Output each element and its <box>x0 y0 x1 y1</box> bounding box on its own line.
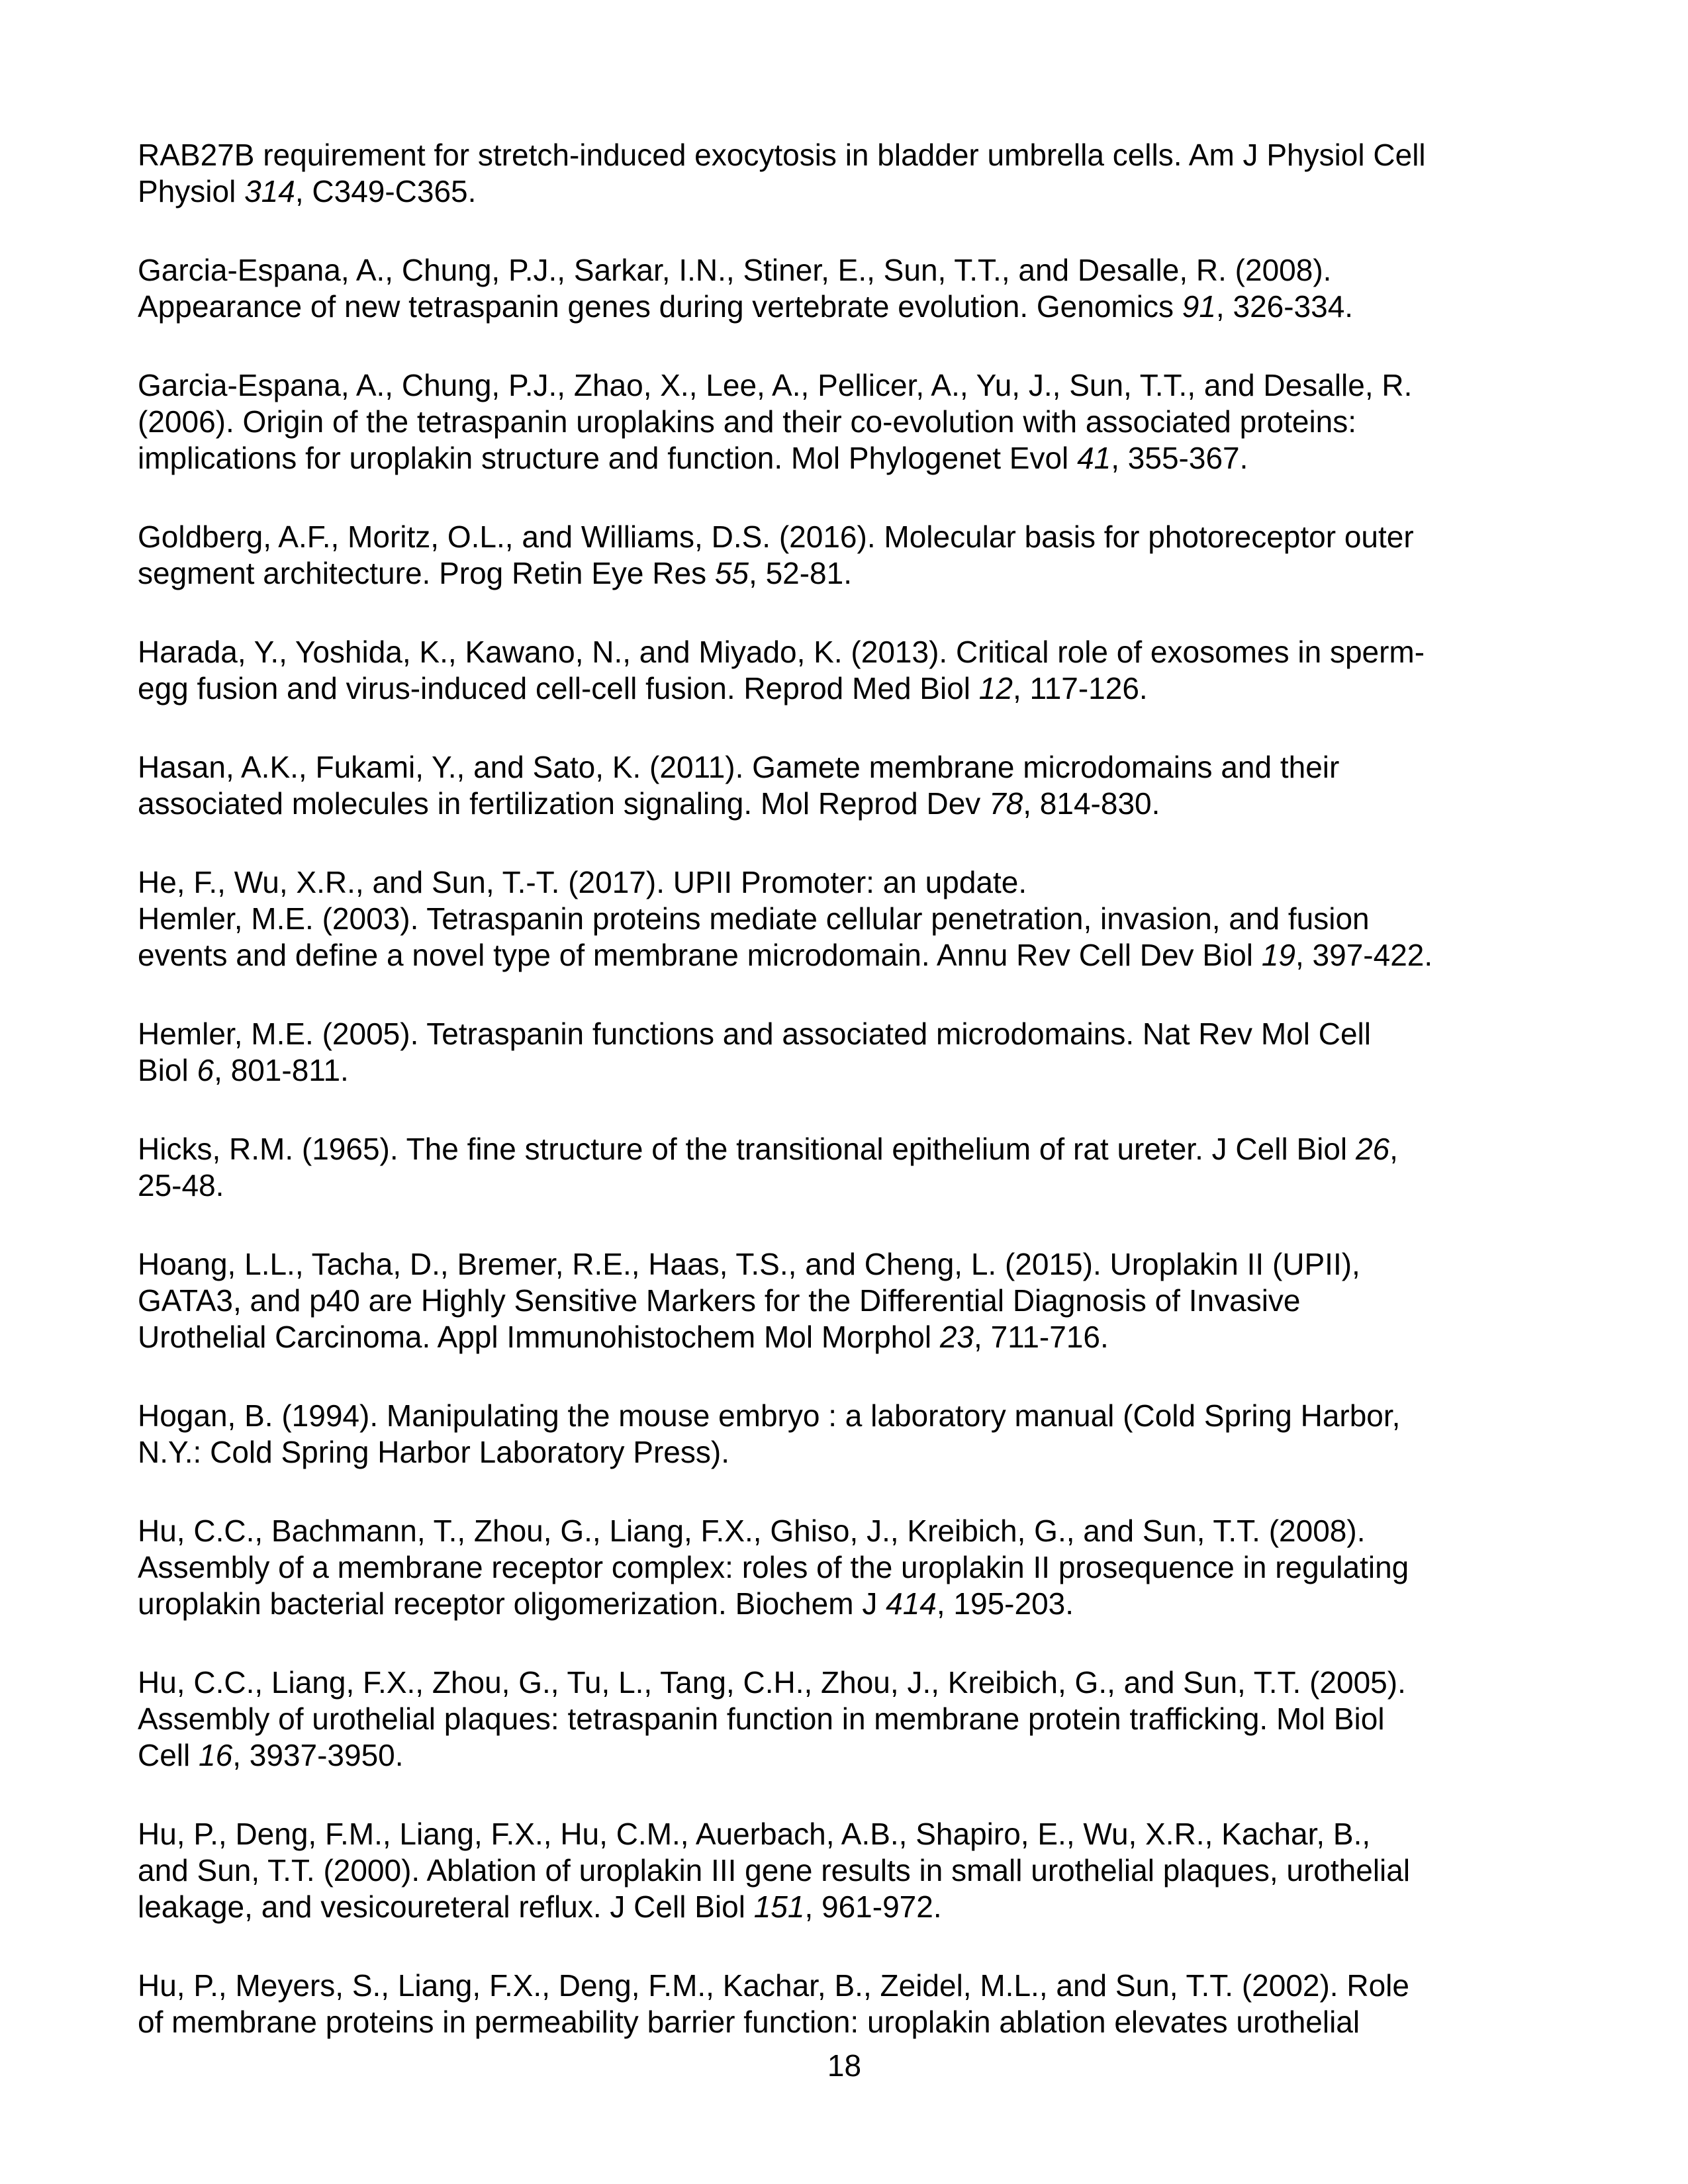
reference-text: Hemler, M.E. (2005). Tetraspanin functions and associated microdomains. Nat Rev Mol Cell <box>138 1017 1371 1051</box>
reference-entry <box>138 137 1551 210</box>
reference-text: of membrane proteins in permeability barrier function: uroplakin ablation elevates urothelial <box>138 2005 1360 2039</box>
reference-entry <box>138 634 1551 707</box>
references-page-content <box>138 137 1551 2083</box>
reference-text: Hicks, R.M. (1965). The fine structure of the transitional epithelium of rat ureter. J Cell Biol <box>138 1132 1356 1166</box>
reference-entry <box>138 252 1551 325</box>
reference-text: , <box>1389 1132 1398 1166</box>
reference-entry <box>138 1016 1551 1089</box>
reference-line <box>138 1283 1551 1319</box>
reference-entry <box>138 1131 1551 1204</box>
reference-text: Hu, P., Deng, F.M., Liang, F.X., Hu, C.M., Auerbach, A.B., Shapiro, E., Wu, X.R., Kachar, B., <box>138 1817 1371 1851</box>
reference-text: , 961-972. <box>804 1889 942 1924</box>
reference-line <box>138 1968 1551 2004</box>
journal-volume-italic: 151 <box>753 1889 805 1924</box>
journal-volume-italic: 91 <box>1182 289 1216 324</box>
reference-line <box>138 1852 1551 1889</box>
reference-text: uroplakin bacterial receptor oligomerization. Biochem J <box>138 1586 886 1621</box>
reference-line <box>138 1434 1551 1471</box>
journal-volume-italic: 12 <box>978 671 1013 705</box>
reference-text: , 3937-3950. <box>232 1738 404 1772</box>
reference-text: Garcia-Espana, A., Chung, P.J., Sarkar, I.N., Stiner, E., Sun, T.T., and Desalle, R. (2008). <box>138 253 1332 287</box>
reference-entry <box>138 749 1551 822</box>
page-number: 18 <box>827 2048 862 2083</box>
reference-line <box>138 404 1551 440</box>
reference-text: , 52-81. <box>749 556 853 590</box>
reference-text: Harada, Y., Yoshida, K., Kawano, N., and Miyado, K. (2013). Critical role of exosomes in sperm- <box>138 635 1425 669</box>
journal-volume-italic: 16 <box>199 1738 233 1772</box>
reference-text: Hu, P., Meyers, S., Liang, F.X., Deng, F.M., Kachar, B., Zeidel, M.L., and Sun, T.T. (2002). Role <box>138 1968 1409 2003</box>
reference-entry <box>138 1246 1551 1355</box>
reference-entry <box>138 901 1551 974</box>
reference-line <box>138 1816 1551 1852</box>
journal-volume-italic: 41 <box>1077 441 1111 475</box>
reference-text: , 814-830. <box>1023 786 1160 821</box>
reference-line <box>138 173 1551 210</box>
reference-line <box>138 670 1551 707</box>
reference-line <box>138 1737 1551 1774</box>
journal-volume-italic: 6 <box>197 1053 214 1087</box>
page-footer <box>138 2048 1551 2084</box>
reference-text: Biol <box>138 1053 197 1087</box>
reference-line <box>138 367 1551 404</box>
journal-volume-italic: 414 <box>886 1586 937 1621</box>
reference-entry <box>138 1816 1551 1925</box>
reference-text: Assembly of a membrane receptor complex: roles of the uroplakin II prosequence in regulating <box>138 1550 1409 1584</box>
reference-text: implications for uroplakin structure and function. Mol Phylogenet Evol <box>138 441 1078 475</box>
reference-entry <box>138 1398 1551 1471</box>
reference-entry <box>138 367 1551 477</box>
reference-text: , 355-367. <box>1111 441 1248 475</box>
reference-line <box>138 1701 1551 1737</box>
reference-line <box>138 289 1551 325</box>
reference-line <box>138 864 1551 901</box>
reference-line <box>138 137 1551 173</box>
reference-text: leakage, and vesicoureteral reflux. J Cell Biol <box>138 1889 754 1924</box>
journal-volume-italic: 19 <box>1261 938 1295 972</box>
reference-entry <box>138 519 1551 592</box>
reference-text: , 117-126. <box>1012 671 1148 705</box>
reference-text: , C349-C365. <box>295 174 477 208</box>
reference-text: Hoang, L.L., Tacha, D., Bremer, R.E., Haas, T.S., and Cheng, L. (2015). Uroplakin II (UPII), <box>138 1247 1360 1281</box>
reference-line <box>138 1889 1551 1925</box>
reference-line <box>138 440 1551 477</box>
reference-line <box>138 1319 1551 1355</box>
reference-entry <box>138 1968 1551 2040</box>
reference-line <box>138 749 1551 786</box>
reference-entry <box>138 1664 1551 1774</box>
reference-text: Appearance of new tetraspanin genes during vertebrate evolution. Genomics <box>138 289 1182 324</box>
reference-text: Hu, C.C., Bachmann, T., Zhou, G., Liang, F.X., Ghiso, J., Kreibich, G., and Sun, T.T. (2008). <box>138 1514 1366 1548</box>
reference-line <box>138 1167 1551 1204</box>
reference-text: Hogan, B. (1994). Manipulating the mouse embryo : a laboratory manual (Cold Spring Harbor, <box>138 1398 1401 1433</box>
reference-entry <box>138 864 1551 901</box>
reference-text: Hu, C.C., Liang, F.X., Zhou, G., Tu, L., Tang, C.H., Zhou, J., Kreibich, G., and Sun, T.T. (2005). <box>138 1665 1406 1700</box>
reference-line <box>138 1513 1551 1549</box>
reference-text: N.Y.: Cold Spring Harbor Laboratory Press). <box>138 1435 729 1469</box>
reference-line <box>138 1052 1551 1089</box>
reference-text: and Sun, T.T. (2000). Ablation of uroplakin III gene results in small urothelial plaques, urothelial <box>138 1853 1411 1888</box>
journal-volume-italic: 55 <box>714 556 749 590</box>
reference-text: , 195-203. <box>936 1586 1074 1621</box>
reference-line <box>138 2004 1551 2040</box>
reference-text: Physiol <box>138 174 245 208</box>
reference-line <box>138 1131 1551 1167</box>
journal-volume-italic: 23 <box>939 1320 974 1354</box>
reference-entry <box>138 1513 1551 1622</box>
reference-text: Urothelial Carcinoma. Appl Immunohistochem Mol Morphol <box>138 1320 940 1354</box>
reference-line <box>138 519 1551 555</box>
reference-text: Hemler, M.E. (2003). Tetraspanin proteins mediate cellular penetration, invasion, and fusion <box>138 901 1370 936</box>
reference-text: 25-48. <box>138 1168 224 1203</box>
reference-line <box>138 1246 1551 1283</box>
reference-line <box>138 786 1551 822</box>
reference-list <box>138 137 1551 2040</box>
reference-line <box>138 1549 1551 1586</box>
reference-text: , 397-422. <box>1295 938 1433 972</box>
reference-line <box>138 901 1551 937</box>
reference-text: Goldberg, A.F., Moritz, O.L., and Williams, D.S. (2016). Molecular basis for photoreceptor outer <box>138 520 1414 554</box>
reference-text: egg fusion and virus-induced cell-cell fusion. Reprod Med Biol <box>138 671 979 705</box>
reference-line <box>138 1398 1551 1434</box>
reference-text: Cell <box>138 1738 199 1772</box>
journal-volume-italic: 314 <box>244 174 295 208</box>
reference-text: associated molecules in fertilization signaling. Mol Reprod Dev <box>138 786 990 821</box>
reference-text: Hasan, A.K., Fukami, Y., and Sato, K. (2011). Gamete membrane microdomains and their <box>138 750 1340 784</box>
reference-line <box>138 555 1551 592</box>
reference-text: He, F., Wu, X.R., and Sun, T.-T. (2017). UPII Promoter: an update. <box>138 865 1027 899</box>
reference-text: events and define a novel type of membrane microdomain. Annu Rev Cell Dev Biol <box>138 938 1262 972</box>
reference-text: , 801-811. <box>214 1053 349 1087</box>
reference-text: GATA3, and p40 are Highly Sensitive Markers for the Differential Diagnosis of Invasive <box>138 1283 1301 1318</box>
reference-text: , 711-716. <box>974 1320 1109 1354</box>
reference-text: Assembly of urothelial plaques: tetraspanin function in membrane protein trafficking. Mol Biol <box>138 1702 1385 1736</box>
reference-line <box>138 937 1551 974</box>
reference-line <box>138 1664 1551 1701</box>
reference-text: , 326-334. <box>1215 289 1354 324</box>
reference-line <box>138 252 1551 289</box>
reference-line <box>138 1586 1551 1622</box>
reference-text: RAB27B requirement for stretch-induced exocytosis in bladder umbrella cells. Am J Physiol Cell <box>138 138 1426 172</box>
reference-text: (2006). Origin of the tetraspanin uroplakins and their co-evolution with associated proteins: <box>138 404 1357 439</box>
reference-text: Garcia-Espana, A., Chung, P.J., Zhao, X., Lee, A., Pellicer, A., Yu, J., Sun, T.T., and Desalle, R. <box>138 368 1413 402</box>
journal-volume-italic: 26 <box>1355 1132 1390 1166</box>
reference-line <box>138 634 1551 670</box>
reference-text: segment architecture. Prog Retin Eye Res <box>138 556 715 590</box>
reference-line <box>138 1016 1551 1052</box>
journal-volume-italic: 78 <box>989 786 1023 821</box>
